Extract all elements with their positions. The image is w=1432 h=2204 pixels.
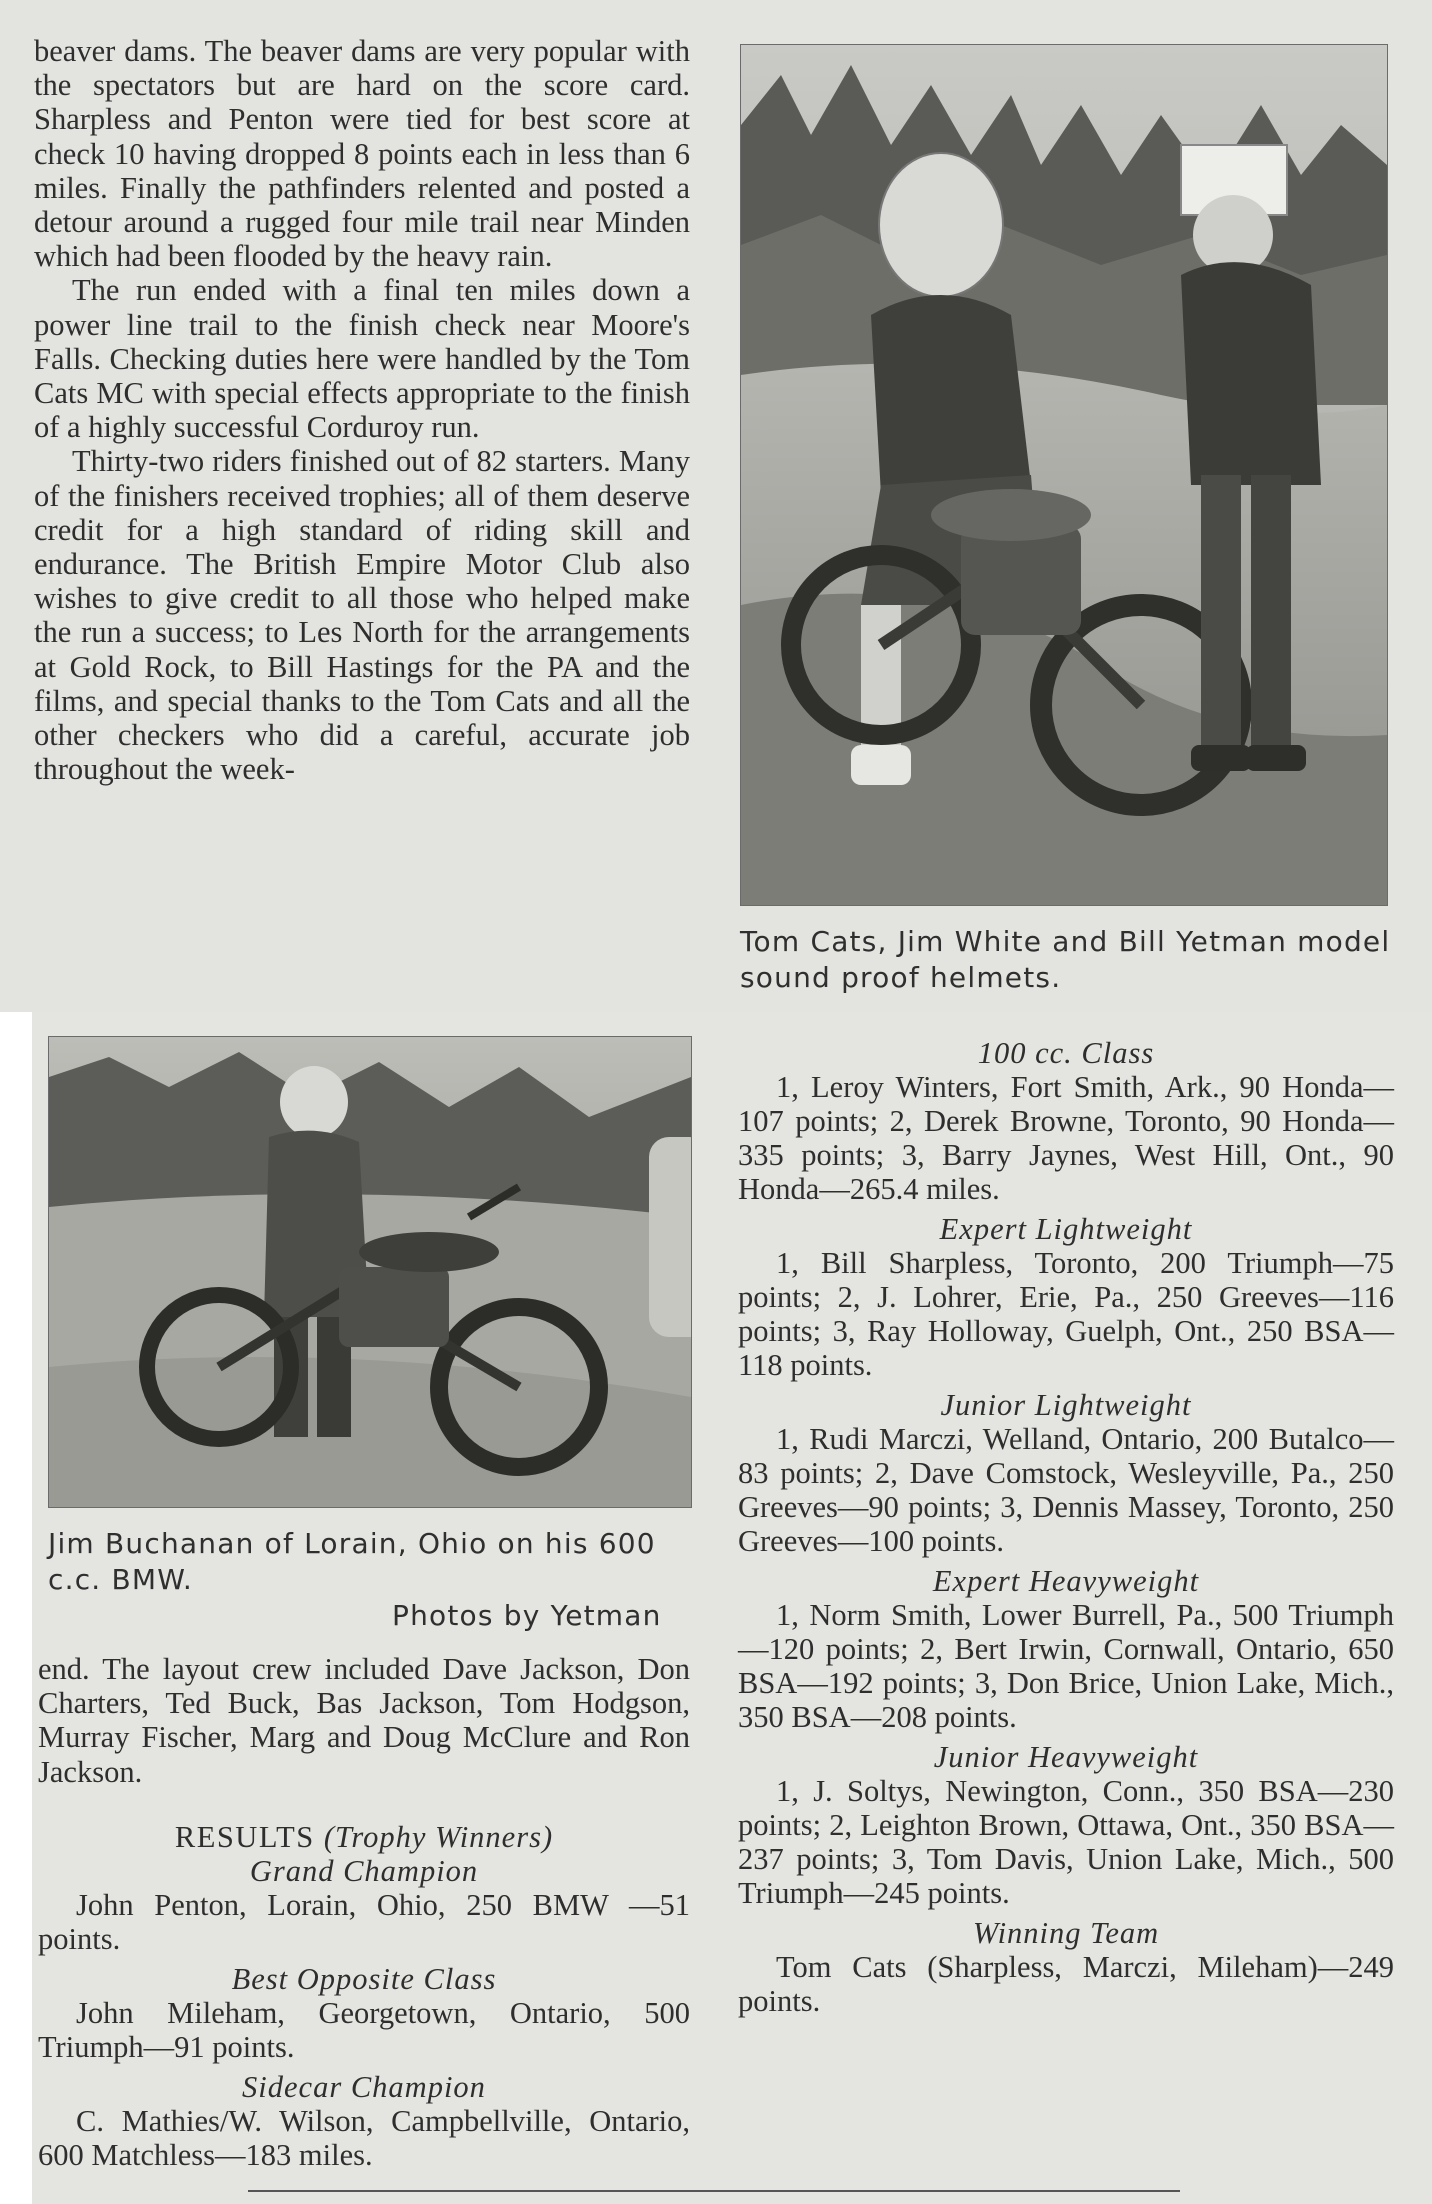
result-entry: 1, Bill Sharpless, Toronto, 200 Triumph—75 points; 2, J. Lohrer, Erie, Pa., 250 Greeves—116 points; 3, Ray Holloway, Guelph, Ont., 250 BSA—118 points. — [738, 1246, 1394, 1382]
result-title: Junior Heavyweight — [933, 1740, 1199, 1774]
photo-credit: Photos by Yetman — [392, 1599, 662, 1632]
result-title: Expert Heavyweight — [932, 1564, 1200, 1598]
article-paragraph: The run ended with a final ten miles down a power line trail to the finish check near Moore's Falls. Checking duties here were handled by the Tom Cats MC with special effects appropriate to the finish of a highly successful Corduroy run. — [34, 273, 690, 445]
bottom-divider — [248, 2190, 1180, 2192]
photo-riders-helmets — [740, 44, 1388, 906]
result-title: Sidecar Champion — [242, 2070, 486, 2104]
result-entry: C. Mathies/W. Wilson, Campbellville, Ontario, 600 Matchless—183 miles. — [38, 2104, 690, 2172]
result-title: Best Opposite Class — [231, 1962, 497, 1996]
result-entry: John Mileham, Georgetown, Ontario, 500 Triumph—91 points. — [38, 1996, 690, 2064]
results-heading: RESULTS (Trophy Winners) — [174, 1820, 554, 1854]
article-column-continued — [38, 1652, 690, 1789]
result-entry: 1, J. Soltys, Newington, Conn., 350 BSA—230 points; 2, Leighton Brown, Ottawa, Ont., 350 BSA—237 points; 3, Tom Davis, Union Lake, Mich., 500 Triumph—245 points. — [738, 1774, 1394, 1910]
photo-riders-helmets-caption: Tom Cats, Jim White and Bill Yetman model sound proof helmets. — [740, 925, 1391, 994]
result-title: Grand Champion — [249, 1854, 479, 1888]
article-paragraph: Thirty-two riders finished out of 82 starters. Many of the finishers received trophies; all of them deserve credit for a high standard of riding skill and endurance. The British Empire Motor Club also wishes to give credit to all those who helped make the run a success; to Les North for the arrangements at Gold Rock, to Bill Hastings for the PA and the films, and special thanks to the Tom Cats and all the other checkers who did a careful, accurate job throughout the week- — [34, 444, 690, 787]
photo-bmw-rider — [48, 1036, 692, 1508]
photo-riders-helmets-image — [741, 45, 1387, 905]
results-right — [738, 1036, 1394, 2024]
result-title: Winning Team — [972, 1916, 1160, 1950]
result-title: Expert Lightweight — [939, 1212, 1193, 1246]
article-column-top — [34, 34, 690, 786]
article-paragraph: beaver dams. The beaver dams are very popular with the spectators but are hard on the score card. Sharpless and Penton were tied for best score at check 10 having dropped 8 points each in less than 6 miles. Finally the pathfinders relented and posted a detour around a rugged four mile trail near Minden which had been flooded by the heavy rain. — [34, 34, 690, 274]
results-left — [38, 1820, 690, 2178]
result-title: 100 cc. Class — [977, 1036, 1155, 1070]
result-entry: 1, Leroy Winters, Fort Smith, Ark., 90 Honda—107 points; 2, Derek Browne, Toronto, 90 Honda—335 points; 3, Barry Jaynes, West Hill, Ont., 90 Honda—265.4 miles. — [738, 1070, 1394, 1206]
result-title: Junior Lightweight — [940, 1388, 1192, 1422]
result-entry: 1, Rudi Marczi, Welland, Ontario, 200 Butalco—83 points; 2, Dave Comstock, Wesleyville, Pa., 250 Greeves—90 points; 3, Dennis Massey, Toronto, 250 Greeves—100 points. — [738, 1422, 1394, 1558]
photo-bmw-rider-image — [49, 1037, 691, 1507]
result-entry: 1, Norm Smith, Lower Burrell, Pa., 500 Triumph—120 points; 2, Bert Irwin, Cornwall, Ontario, 650 BSA—192 points; 3, Don Brice, Union Lake, Mich., 350 BSA—208 points. — [738, 1598, 1394, 1734]
result-entry: Tom Cats (Sharpless, Marczi, Mileham)—249 points. — [738, 1950, 1394, 2018]
article-paragraph-continued: end. The layout crew included Dave Jackson, Don Charters, Ted Buck, Bas Jackson, Tom Hodgson, Murray Fischer, Marg and Doug McClure and Ron Jackson. — [38, 1652, 690, 1789]
photo-bmw-rider-caption: Jim Buchanan of Lorain, Ohio on his 600 c.c. BMW. — [48, 1527, 656, 1596]
result-entry: John Penton, Lorain, Ohio, 250 BMW —51 points. — [38, 1888, 690, 1956]
